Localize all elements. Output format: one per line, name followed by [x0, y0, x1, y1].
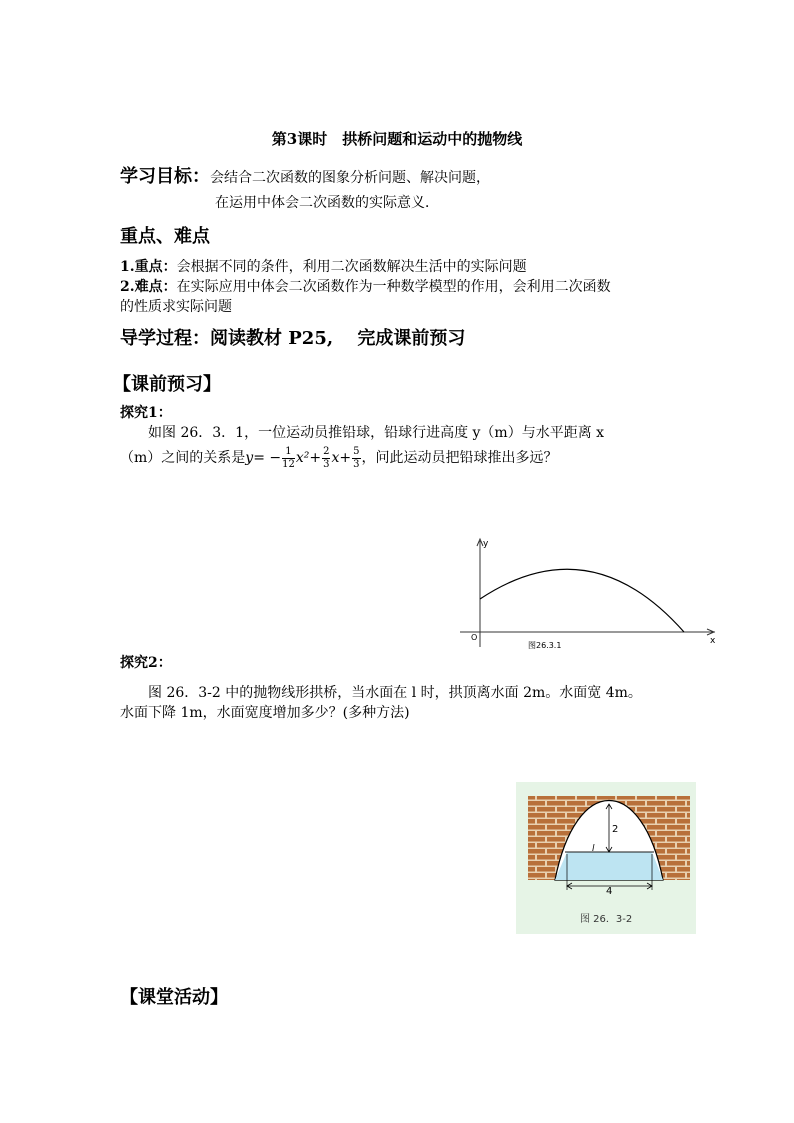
difficulty-text-1: 在实际应用中体会二次函数作为一种数学模型的作用，会利用二次函数	[176, 279, 611, 295]
eq-plus-2: +	[339, 450, 352, 466]
explore2-text-2: 水面下降 1m，水面宽度增加多少？(多种方法)	[120, 705, 410, 721]
objectives-line1	[120, 162, 490, 188]
guide-text: 阅读教材 P25, 完成课前预习	[210, 328, 466, 349]
key-point-text: 会根据不同的条件，利用二次函数解决生活中的实际问题	[176, 259, 527, 275]
trajectory-parabola	[480, 569, 684, 632]
objectives-text-1: 会结合二次函数的图象分析问题、解决问题，	[210, 170, 490, 186]
y-axis-label: y	[483, 539, 489, 549]
difficulty-text-2: 的性质求实际问题	[120, 299, 232, 315]
explore2-label: 探究2：	[120, 655, 172, 671]
figure1-caption: 图26.3.1	[528, 641, 562, 650]
figure-shot-put-graph	[455, 535, 725, 650]
eq-fraction-3-den: 3	[353, 458, 360, 470]
key-points-heading: 重点、难点	[120, 226, 210, 247]
guide-line	[120, 324, 465, 350]
eq-fraction-2-den: 3	[323, 458, 330, 470]
eq-fraction-3-num: 5	[353, 445, 360, 457]
water	[555, 852, 663, 880]
difficulty-line	[120, 276, 611, 296]
guide-label: 导学过程：	[120, 328, 210, 349]
explore1-text-1: 如图 26．3．1，一位运动员推铅球，铅球行进高度 y（m）与水平距离 x	[148, 425, 605, 441]
eq-equals: = −	[253, 450, 282, 466]
page-title: 第3课时 拱桥问题和运动中的抛物线	[271, 130, 523, 148]
explore1-text-2-post: ，问此运动员把铅球推出多远？	[361, 450, 558, 466]
eq-fraction-1-num: 1	[282, 446, 295, 459]
eq-fraction-2-num: 2	[323, 445, 330, 457]
eq-fraction-3	[352, 446, 360, 471]
class-activity-heading: 【课堂活动】	[120, 987, 228, 1008]
explore1-label: 探究1：	[120, 405, 172, 421]
eq-fraction-2	[322, 446, 330, 471]
width-label: 4	[606, 886, 613, 897]
eq-y: y	[245, 450, 254, 466]
explore1-text-2-pre: （m）之间的关系是	[120, 450, 246, 466]
explore1-equation-line	[120, 444, 558, 472]
key-point-label: 1.重点：	[120, 259, 177, 275]
water-level-label: l	[592, 844, 595, 854]
difficulty-label: 2.难点：	[120, 279, 177, 295]
figure2-caption: 图 26．3-2	[580, 914, 633, 925]
origin-label: O	[471, 633, 478, 642]
eq-fraction-1	[282, 446, 295, 471]
eq-fraction-1-den: 12	[282, 458, 295, 470]
eq-plus-1: +	[309, 450, 322, 466]
eq-x-squared: x²	[295, 450, 310, 466]
key-point-line	[120, 256, 527, 276]
preview-heading: 【课前预习】	[113, 374, 221, 395]
height-label: 2	[612, 824, 619, 835]
eq-x: x	[331, 450, 340, 466]
objectives-text-2: 在运用中体会二次函数的实际意义．	[215, 195, 439, 211]
explore2-text-1: 图 26．3-2 中的抛物线形拱桥，当水面在 l 时，拱顶离水面 2m。水面宽 4m。	[148, 685, 642, 701]
x-axis-label: x	[710, 636, 716, 646]
figure-arch-bridge	[516, 782, 696, 934]
objectives-label: 学习目标：	[120, 166, 210, 187]
